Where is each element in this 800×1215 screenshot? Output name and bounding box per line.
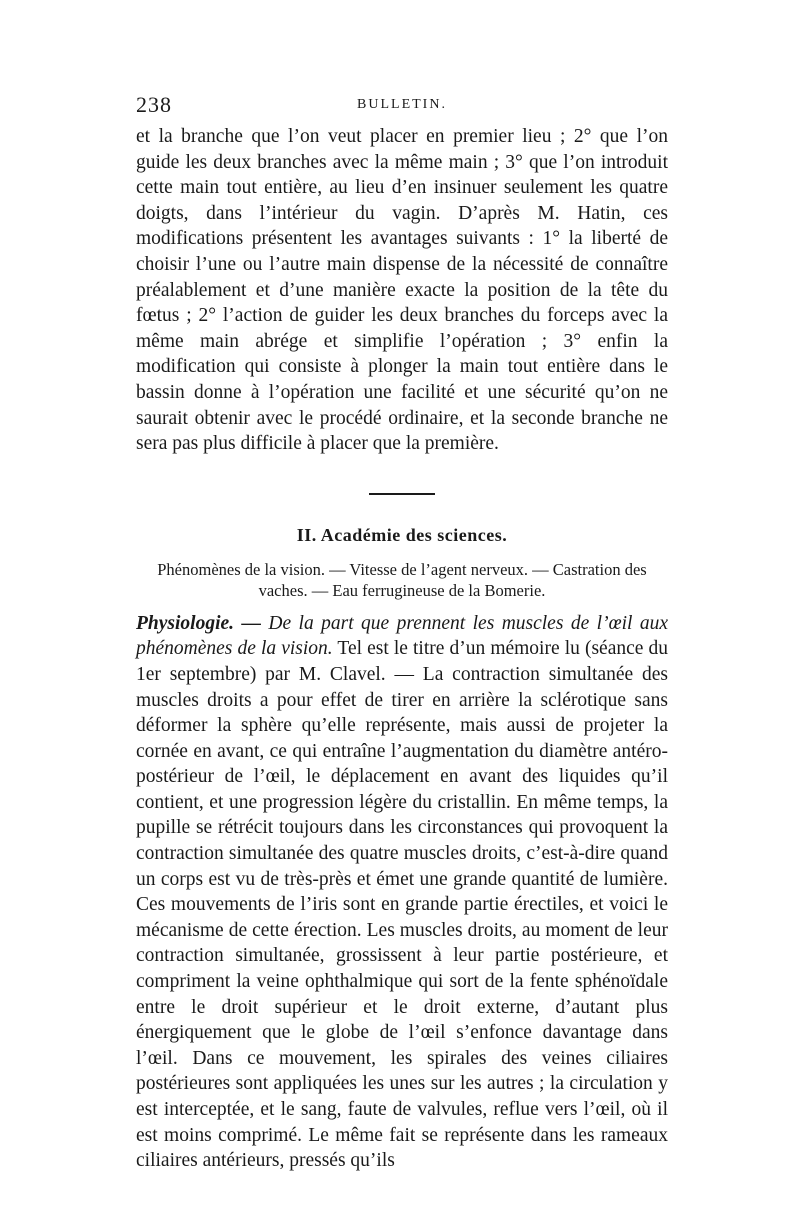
paragraph-body: Tel est le titre d’un mémoire lu (séance du 1er septembre) par M. Clavel. — La contraction simultanée des muscles droits a pour effet de tirer en arrière la sclérotique sans déformer la sphère qu’elle représente, mais aussi de projeter la cornée en avant, ce qui entraîne l’augmentation du diamètre antéro-postérieur de l’œil, le déplacement en avant des liquides qu’il contient, et une progression légère du cristallin. En même temps, la pupille se rétrécit toujours dans les circonstances qui provoquent la contraction simultanée des quatre muscles droits, c’est-à-dire quand un corps est vu de très-près et émet une grande quantité de lumière. Ces mouvements de l’iris sont en grande partie érectiles, et voici le mécanisme de cette érection. Les muscles droits, au moment de leur contraction simultanée, grossissent à leur partie postérieure, et compriment la veine ophthalmique qui sort de la fente sphénoïdale entre le droit supérieur et le droit externe, d’autant plus énergiquement que le globe de l’œil s’enfonce davantage dans l’œil. Dans ce mouvement, les spirales des veines ciliaires postérieures sont appliquées les unes sur les autres ; la circulation y est interceptée, et le sang, faute de valvules, reflue vers l’œil, où il est moins comprimé. Le même fait se représente dans les rameaux ciliaires antérieurs, pressés qu’ils bbox=[136, 638, 668, 1172]
page-number: 238 bbox=[136, 92, 172, 117]
paragraph-forceps: et la branche que l’on veut placer en premier lieu ; 2° que l’on guide les deux branches avec la même main ; 3° que l’on introduit cette main tout entière, au lieu d’en insinuer seulement les quatre doigts, dans l’intérieur du vagin. D’après M. Hatin, ces modifications présentent les avantages suivants : 1° la liberté de choisir l’une ou l’autre main dispense de la nécessité de connaître préalablement et d’une manière exacte la position de la tête du fœtus ; 2° l’action de guider les deux branches du forceps avec la même main abrége et simplifie l’opération ; 3° enfin la modification qui consiste à plonger la main tout entière dans le bassin donne à l’opération une facilité et une sécurité qu’on ne saurait obtenir avec le procédé ordinaire, et la seconde branche ne sera pas plus difficile à placer que la première. bbox=[136, 126, 668, 455]
memoir-title: De la part que prennent les muscles de l’œil aux phénomènes de la vision. bbox=[136, 612, 668, 660]
running-header bbox=[136, 92, 668, 126]
section-summary bbox=[136, 559, 668, 601]
section-divider bbox=[369, 493, 435, 495]
summary-line-1: Phénomènes de la vision. — Vitesse de l’agent nerveux. — Castration des bbox=[157, 559, 647, 579]
page bbox=[136, 92, 668, 1174]
summary-line-2: vaches. — Eau ferrugineuse de la Bomerie. bbox=[258, 580, 546, 600]
paragraph-physiologie bbox=[136, 611, 668, 1174]
section-heading: II. Académie des sciences. bbox=[296, 524, 508, 545]
running-title: BULLETIN. bbox=[357, 97, 447, 112]
paragraph-lead: Physiologie. — bbox=[136, 612, 261, 634]
